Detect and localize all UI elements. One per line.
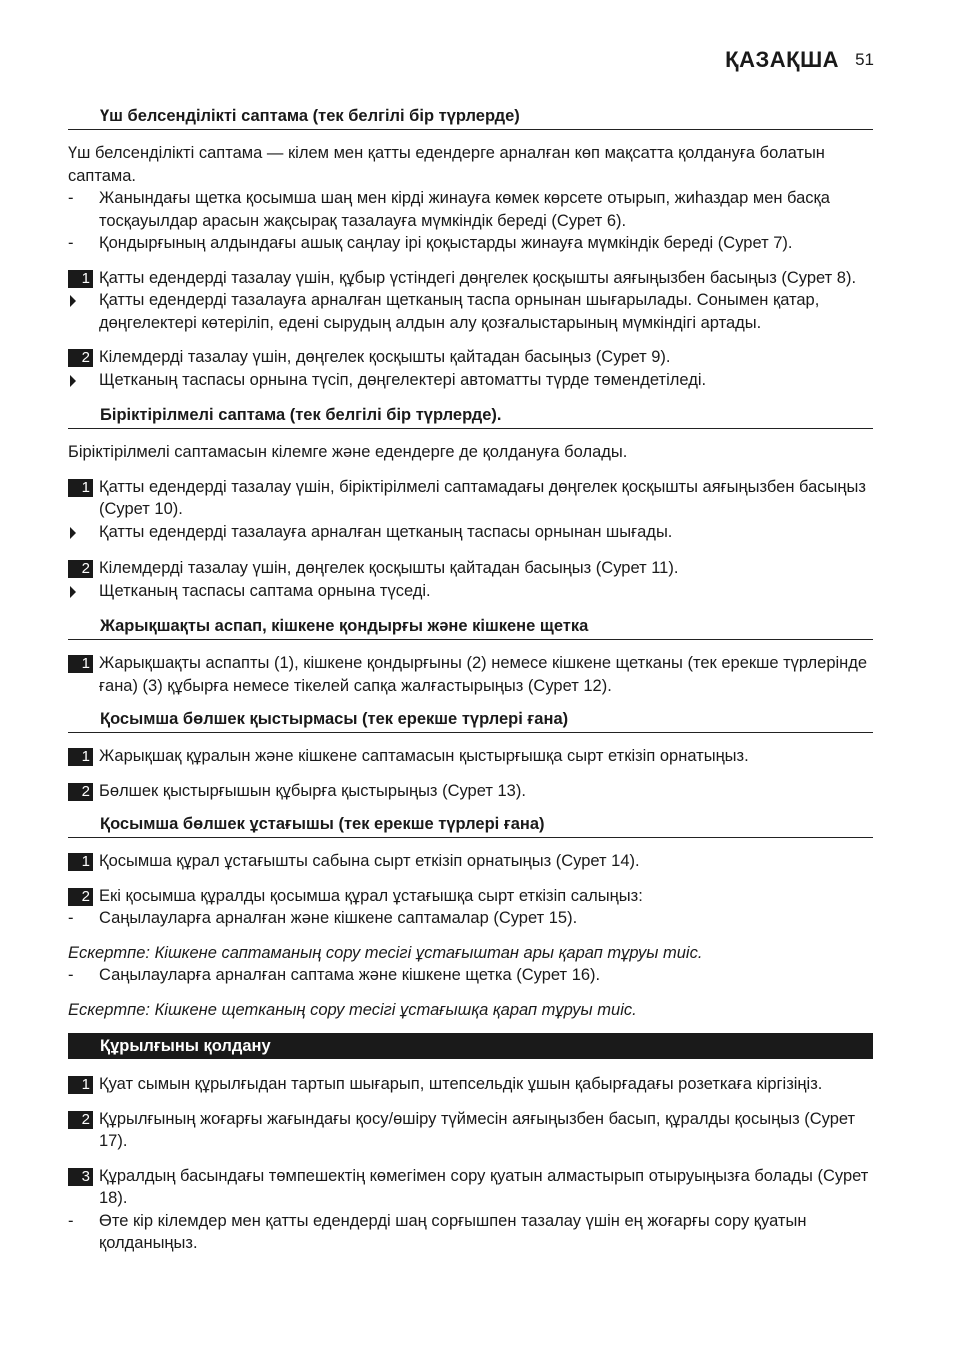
note-text: Ескертпе: Кішкене саптаманың сору тесігі ұстағыштан ары қарап тұруы тиіс.: [68, 943, 703, 962]
result-arrow-icon: [70, 527, 76, 539]
dash-item: - Саңылауларға арналған саптама және кішкене щетка (Сурет 16).: [68, 964, 873, 987]
page-header: [725, 44, 874, 76]
dash-item: - Өте кір кілемдер мен қатты едендерді шаң сорғышпен тазалау үшін ең жоғарғы сору қуатын қолданыңыз.: [68, 1210, 873, 1255]
step-item: 1 Қатты едендерді тазалау үшін, құбыр үстіндегі дөңгелек қосқышты аяғыңызбен басыңыз (Сурет 8).: [68, 267, 873, 290]
step-item: 2 Құрылғының жоғарғы жағындағы қосу/өшіру түймесін аяғыңызбен басып, құралды қосыңыз (Сурет 17).: [68, 1108, 873, 1153]
step-item: 1 Жарықшақты аспапты (1), кішкене қондырғыны (2) немесе кішкене щетканы (тек ерекше түрлерінде ғана) (3) құбырға немесе тікелей сапқа жалғастырыңыз (Сурет 12).: [68, 652, 873, 697]
dash-marker: -: [68, 1211, 74, 1230]
step-number: 2: [68, 349, 93, 367]
section-heading: Қосымша бөлшек қыстырмасы (тек ерекше түрлері ғана): [68, 709, 873, 733]
dash-marker: -: [68, 966, 74, 984]
step-number: 2: [68, 888, 93, 906]
dash-marker: -: [68, 234, 74, 252]
dash-item: - Саңылауларға арналған және кішкене саптамалар (Сурет 15).: [68, 907, 873, 930]
page-number: 51: [855, 50, 874, 69]
dash-marker: -: [68, 909, 74, 927]
section-heading: Қосымша бөлшек ұстағышы (тек ерекше түрлері ғана): [68, 814, 873, 838]
dash-item: - Жанындағы щетка қосымша шаң мен кірді жинауға көмек көрсете отырып, жиһаздар мен басқа тосқауылдар арасын жақсырақ тазалауға мүмкіндік береді (Сурет 6).: [68, 187, 873, 232]
language-title: ҚАЗАҚША: [725, 47, 840, 72]
note-text: Ескертпе: Кішкене щетканың сору тесігі ұстағышқа қарап тұруы тиіс.: [68, 1000, 637, 1019]
result-arrow-icon: [70, 375, 76, 387]
result-item: Щетканың таспасы саптама орнына түседі.: [68, 580, 873, 605]
result-arrow-icon: [70, 586, 76, 598]
step-item: 2 Кілемдерді тазалау үшін, дөңгелек қосқышты қайтадан басыңыз (Сурет 11).: [68, 557, 873, 580]
step-number: 1: [68, 270, 93, 288]
section-heading: Үш белсенділікті саптама (тек белгілі бір түрлерде): [68, 106, 873, 130]
step-item: 1 Қатты едендерді тазалау үшін, біріктірілмелі саптамадағы дөңгелек қосқышты аяғыңызбен басыңыз (Сурет 10).: [68, 476, 873, 521]
step-number: 1: [68, 853, 93, 871]
section-intro: Үш белсенділікті саптама — кілем мен қатты едендерге арналған көп мақсатта қолдануға болатын саптама.: [68, 144, 825, 185]
step-number: 1: [68, 748, 93, 766]
page-content: [68, 106, 873, 1255]
step-item: 1 Жарықшақ құралын және кішкене саптамасын қыстырғышқа сырт еткізіп орнатыңыз.: [68, 745, 873, 768]
step-item: 1 Қуат сымын құрылғыдан тартып шығарып, штепсельдік ұшын қабырғадағы розеткаға кіргізіңіз.: [68, 1073, 873, 1096]
section-heading: Құрылғыны қолдану: [68, 1033, 873, 1059]
step-number: 2: [68, 560, 93, 578]
result-item: Қатты едендерді тазалауға арналған щетканың таспасы орнынан шығады.: [68, 521, 873, 546]
step-item: 2 Екі қосымша құралды қосымша құрал ұстағышқа сырт еткізіп салыңыз:: [68, 885, 873, 908]
dash-item: - Қондырғының алдындағы ашық саңлау ірі қоқыстарды жинауға мүмкіндік береді (Сурет 7).: [68, 232, 873, 255]
step-item: 3 Құралдың басындағы төмпешектің көмегімен сору қуатын алмастырып отыруыңызға болады (Сурет 18).: [68, 1165, 873, 1210]
step-item: 1 Қосымша құрал ұстағышты сабына сырт еткізіп орнатыңыз (Сурет 14).: [68, 850, 873, 873]
step-item: 2 Бөлшек қыстырғышын құбырға қыстырыңыз (Сурет 13).: [68, 780, 873, 803]
dash-marker: -: [68, 189, 74, 207]
section-heading: Біріктірілмелі саптама (тек белгілі бір түрлерде).: [68, 405, 873, 429]
section-intro: Біріктірілмелі саптамасын кілемге және едендерге де қолдануға болады.: [68, 443, 628, 461]
step-number: 2: [68, 1111, 93, 1129]
step-number: 2: [68, 783, 93, 801]
result-item: Қатты едендерді тазалауға арналған щетканың таспа орнынан шығарылады. Сонымен қатар, дөңгелектері көтеріліп, едені сырудың алдын алу қозғалыстарының мүмкіндігі артады.: [68, 289, 873, 334]
result-item: Щетканың таспасы орнына түсіп, дөңгелектері автоматты түрде төмендетіледі.: [68, 369, 873, 394]
step-number: 1: [68, 1076, 93, 1094]
step-number: 1: [68, 655, 93, 673]
section-heading: Жарықшақты аспап, кішкене қондырғы және кішкене щетка: [68, 616, 873, 640]
step-number: 3: [68, 1168, 93, 1186]
result-arrow-icon: [70, 295, 76, 307]
step-number: 1: [68, 479, 93, 497]
step-item: 2 Кілемдерді тазалау үшін, дөңгелек қосқышты қайтадан басыңыз (Сурет 9).: [68, 346, 873, 369]
